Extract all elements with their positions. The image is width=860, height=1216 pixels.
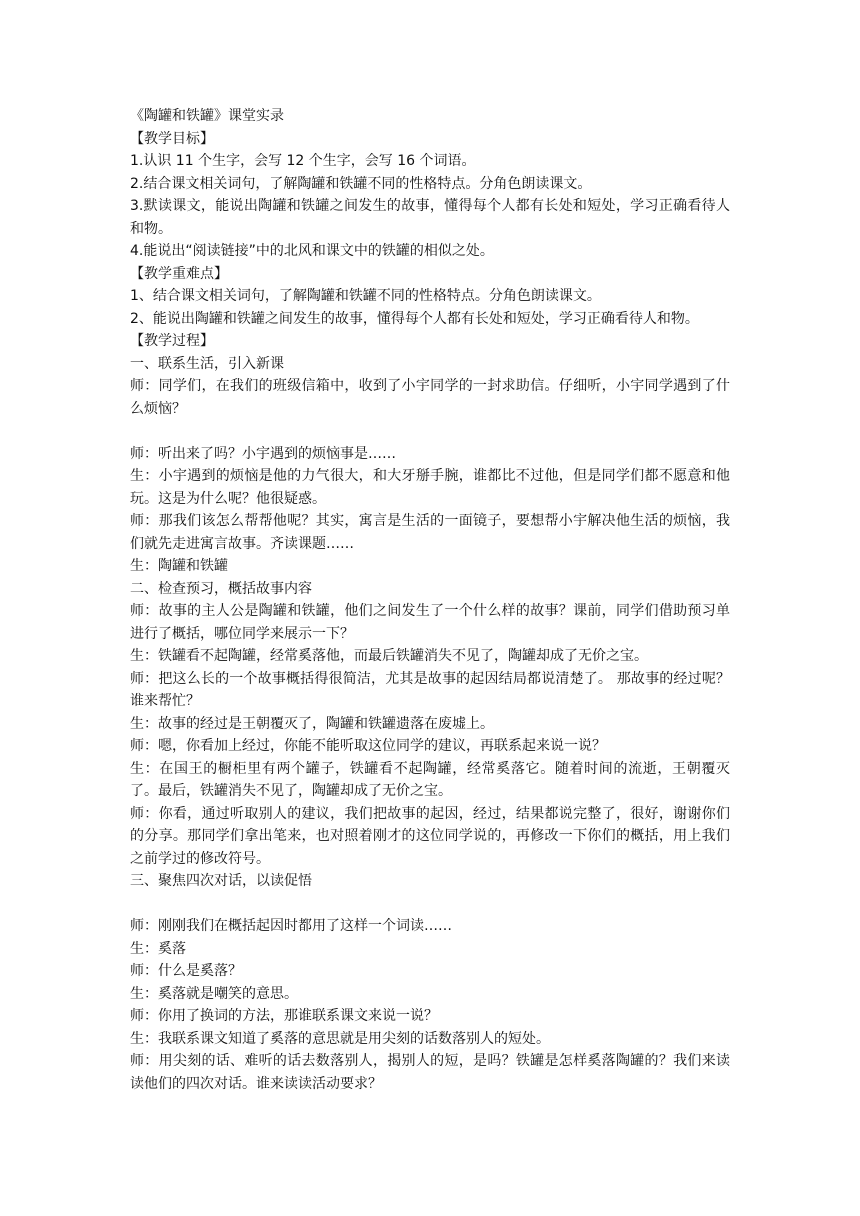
dialogue-line: 师：听出来了吗？小宇遇到的烦恼事是…… bbox=[130, 445, 396, 462]
section-title: 一、联系生活，引入新课 bbox=[130, 355, 284, 372]
document-title: 《陶罐和铁罐》课堂实录 bbox=[130, 108, 284, 124]
dialogue-line: 生：铁罐看不起陶罐，经常奚落他，而最后铁罐消失不见了，陶罐却成了无价之宝。 bbox=[130, 648, 648, 664]
dialogue-line: 师：用尖刻的话、难听的话去数落别人，揭别人的短，是吗？铁罐是怎样奚落陶罐的？我们来读读他们的四次对话。谁来读读活动要求？ bbox=[130, 1053, 730, 1092]
dialogue-line: 师：把这么长的一个故事概括得很简洁，尤其是故事的起因结局都说清楚了。 那故事的经过呢？谁来帮忙？ bbox=[130, 670, 730, 709]
document-page bbox=[130, 105, 730, 1095]
dialogue-line: 生：我联系课文知道了奚落的意思就是用尖刻的话数落别人的短处。 bbox=[130, 1030, 550, 1047]
dialogue-line: 师：故事的主人公是陶罐和铁罐，他们之间发生了一个什么样的故事？课前，同学们借助预习单进行了概括，哪位同学来展示一下？ bbox=[130, 603, 730, 642]
dialogue-line: 生：陶罐和铁罐 bbox=[130, 558, 228, 574]
dialogue-line: 师：你看，通过听取别人的建议，我们把故事的起因，经过，结果都说完整了，很好，谢谢你们的分享。那同学们拿出笔来，也对照着刚才的这位同学说的，再修改一下你们的概括，用上我们之前学过的修改符号。 bbox=[130, 805, 730, 867]
dialogue-line: 生：在国王的橱柜里有两个罐子，铁罐看不起陶罐，经常奚落它。随着时间的流逝，王朝覆灭了。最后，铁罐消失不见了，陶罐却成了无价之宝。 bbox=[130, 760, 730, 799]
dialogue-line: 师：刚刚我们在概括起因时都用了这样一个词读…… bbox=[130, 918, 452, 934]
blank-line bbox=[130, 893, 730, 916]
section-title: 三、聚焦四次对话，以读促悟 bbox=[130, 873, 312, 889]
goals-heading: 【教学目标】 bbox=[130, 130, 214, 147]
dialogue-line: 师：同学们，在我们的班级信箱中，收到了小宇同学的一封求助信。仔细听，小宇同学遇到了什么烦恼？ bbox=[130, 378, 730, 417]
blank-line bbox=[130, 420, 730, 443]
key-points-heading: 【教学重难点】 bbox=[130, 265, 228, 282]
dialogue-line: 生：奚落 bbox=[130, 940, 186, 957]
goal-item: 1.认识 11 个生字，会写 12 个生字，会写 16 个词语。 bbox=[130, 153, 476, 169]
dialogue-line: 生：奚落就是嘲笑的意思。 bbox=[130, 985, 298, 1002]
section-title: 二、检查预习，概括故事内容 bbox=[130, 580, 312, 597]
goal-item: 2.结合课文相关词句，了解陶罐和铁罐不同的性格特点。分角色朗读课文。 bbox=[130, 175, 592, 192]
key-point-item: 2、能说出陶罐和铁罐之间发生的故事，懂得每个人都有长处和短处，学习正确看待人和物。 bbox=[130, 310, 699, 327]
dialogue-line: 生：故事的经过是王朝覆灭了，陶罐和铁罐遗落在废墟上。 bbox=[130, 715, 494, 732]
dialogue-line: 生：小宇遇到的烦恼是他的力气很大，和大牙掰手腕，谁都比不过他，但是同学们都不愿意和他玩。这是为什么呢？他很疑惑。 bbox=[130, 468, 730, 507]
goal-item: 3.默读课文，能说出陶罐和铁罐之间发生的故事，懂得每个人都有长处和短处，学习正确看待人和物。 bbox=[130, 198, 730, 237]
process-heading: 【教学过程】 bbox=[130, 333, 214, 349]
dialogue-line: 师：那我们该怎么帮帮他呢？其实，寓言是生活的一面镜子，要想帮小宇解决他生活的烦恼，我们就先走进寓言故事。齐读课题…… bbox=[130, 513, 730, 552]
dialogue-line: 师：嗯，你看加上经过，你能不能听取这位同学的建议，再联系起来说一说？ bbox=[130, 738, 606, 754]
dialogue-line: 师：你用了换词的方法，那谁联系课文来说一说？ bbox=[130, 1008, 438, 1024]
key-point-item: 1、结合课文相关词句，了解陶罐和铁罐不同的性格特点。分角色朗读课文。 bbox=[130, 288, 601, 304]
goal-item: 4.能说出“阅读链接”中的北风和课文中的铁罐的相似之处。 bbox=[130, 243, 494, 259]
dialogue-line: 师：什么是奚落？ bbox=[130, 963, 242, 979]
